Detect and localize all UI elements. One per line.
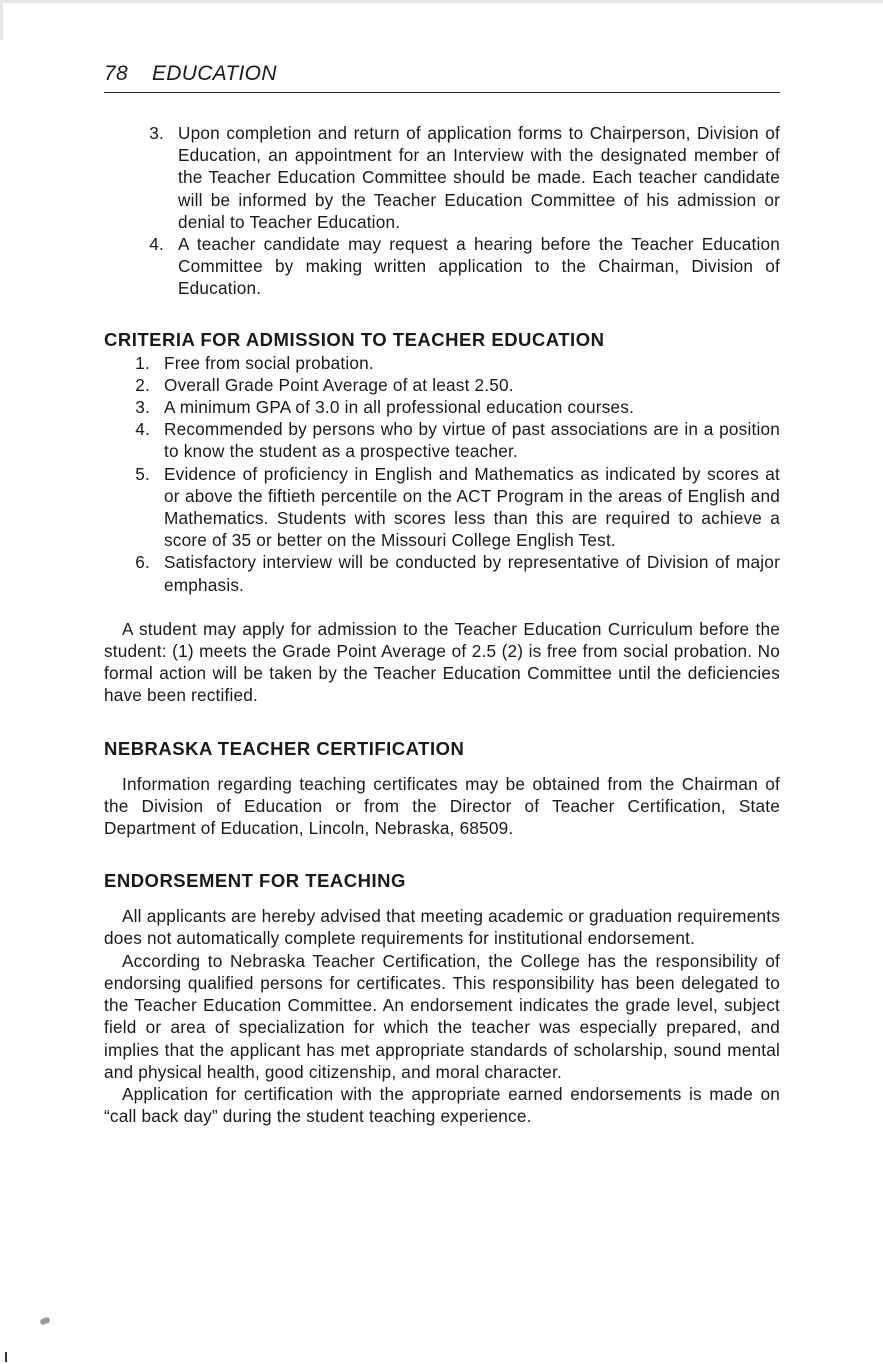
certification-heading: NEBRASKA TEACHER CERTIFICATION bbox=[104, 737, 465, 759]
endorsement-paragraph-3: Application for certification with the appropriate earned endorsements is made on “call back day” during the student teaching experience. bbox=[104, 1083, 780, 1127]
scan-speck bbox=[39, 1316, 50, 1325]
list-item bbox=[104, 122, 780, 233]
list-item bbox=[104, 352, 780, 374]
list-item bbox=[104, 418, 780, 462]
item-number: 4. bbox=[135, 419, 150, 440]
item-text: Free from social probation. bbox=[164, 352, 374, 373]
page-content bbox=[104, 122, 780, 1127]
endorsement-paragraph-1: All applicants are hereby advised that meeting academic or graduation requirements does not automatically complete requirements for institutional endorsement. bbox=[104, 906, 780, 949]
list-item bbox=[104, 463, 780, 552]
item-text: A teacher candidate may request a hearing before the Teacher Education Committee by making written application to the Chairman, Division of Education. bbox=[178, 234, 780, 299]
item-number: 4. bbox=[149, 234, 164, 255]
item-number: 2. bbox=[135, 374, 150, 395]
page-header bbox=[104, 62, 780, 93]
item-text: A minimum GPA of 3.0 in all professional education courses. bbox=[164, 397, 635, 418]
item-text: Satisfactory interview will be conducted by representative of Division of major emphasis. bbox=[164, 552, 780, 595]
item-number: 5. bbox=[135, 463, 150, 484]
endorsement-heading: ENDORSEMENT FOR TEACHING bbox=[104, 870, 406, 892]
page-number: 78 bbox=[104, 62, 128, 85]
criteria-list bbox=[104, 352, 780, 596]
scan-edge-left bbox=[0, 0, 3, 40]
item-text: Upon completion and return of application forms to Chairperson, Division of Education, an appointment for an Interview with the designated member of the Teacher Education Committee should be made. Each teacher candidate will be informed by the Teacher Education Committee of his admission or denial to Teacher Education. bbox=[178, 123, 780, 232]
item-text: Evidence of proficiency in English and Mathematics as indicated by scores at or above the fiftieth percentile on the ACT Program in the areas of English and Mathematics. Students with scores less than this are required to achieve a score of 35 or better on the Missouri College English Test. bbox=[164, 463, 780, 551]
scan-mark bbox=[5, 1352, 7, 1362]
item-number: 6. bbox=[135, 552, 150, 573]
endorsement-paragraph-2: According to Nebraska Teacher Certification, the College has the responsibility of endorsing qualified persons for certificates. This responsibility has been delegated to the Teacher Education Committee. An endorsement indicates the grade level, subject field or area of specialization for which the teacher was especially prepared, and implies that the applicant has met appropriate standards of scholarship, sound mental and physical health, good citizenship, and moral character. bbox=[104, 950, 780, 1082]
item-number: 1. bbox=[135, 352, 150, 373]
section-title: EDUCATION bbox=[151, 62, 277, 85]
intro-list bbox=[104, 122, 780, 300]
certification-paragraph: Information regarding teaching certificates may be obtained from the Chairman of the Division of Education or from the Director of Teacher Certification, State Department of Education, Lincoln, Nebraska, 68509. bbox=[104, 773, 780, 839]
list-item bbox=[104, 396, 780, 418]
list-item bbox=[104, 233, 780, 300]
item-number: 3. bbox=[149, 123, 164, 143]
item-text: Recommended by persons who by virtue of past associations are in a position to know the student as a prospective teacher. bbox=[164, 419, 780, 462]
criteria-heading: CRITERIA FOR ADMISSION TO TEACHER EDUCATION bbox=[104, 328, 605, 350]
scan-edge-top bbox=[0, 0, 883, 3]
list-item bbox=[104, 551, 780, 595]
list-item bbox=[104, 374, 780, 396]
item-number: 3. bbox=[135, 397, 150, 418]
item-text: Overall Grade Point Average of at least 2.50. bbox=[164, 374, 514, 395]
admission-note: A student may apply for admission to the Teacher Education Curriculum before the student: (1) meets the Grade Point Average of 2.5 (2) is free from social probation. No formal action will be taken by the Teacher Education Committee until the deficiencies have been rectified. bbox=[104, 618, 780, 706]
